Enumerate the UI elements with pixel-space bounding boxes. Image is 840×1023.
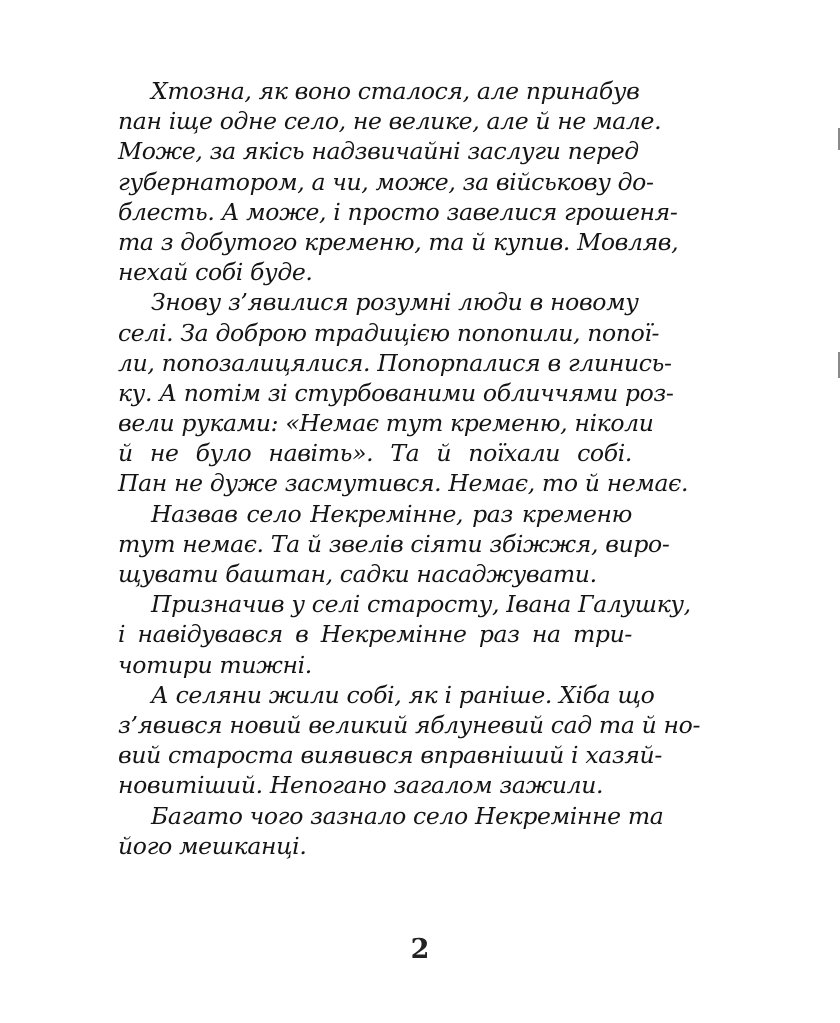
text-line: Назвав село Некремінне, раз кременю <box>151 499 632 528</box>
text-line: Призначив у селі старосту, Івана Галушку, <box>151 590 691 619</box>
text-line: тут немає. Та й звелів сіяти збіжжя, виро- <box>118 529 670 558</box>
text-line: з’явився новий великий яблуневий сад та й но- <box>118 710 701 739</box>
text-line: селі. За доброю традицією попопили, попої- <box>118 318 660 347</box>
story-text <box>118 76 701 861</box>
text-line: щувати баштан, садки насаджувати. <box>118 560 597 588</box>
text-line: вели руками: «Немає тут кременю, ніколи <box>118 409 654 438</box>
text-line: Хтозна, як воно сталося, але принабув <box>151 77 640 105</box>
text-line: та з добутого кременю, та й купив. Мовляв, <box>118 227 679 256</box>
text-line: вий староста виявився вправніший і хазяй- <box>118 741 662 770</box>
text-line: й не було навіть». Та й поїхали собі. <box>118 439 632 468</box>
text-line: чотири тижні. <box>118 650 312 679</box>
text-line: Знову з’явилися розумні люди в новому <box>151 288 639 317</box>
text-line: новитіший. Непогано загалом зажили. <box>118 771 604 800</box>
text-line: А селяни жили собі, як і раніше. Хіба що <box>151 680 655 709</box>
text-line: ли, попозалицялися. Попорпалися в глинись- <box>118 348 672 377</box>
page-number: 2 <box>410 934 430 965</box>
text-line: пан іще одне село, не велике, але й не мале. <box>118 107 662 136</box>
text-line: нехай собі буде. <box>118 258 313 287</box>
text-line: і навідувався в Некремінне раз на три- <box>118 620 632 649</box>
text-line: блесть. А може, і просто завелися грошеня- <box>118 197 678 226</box>
text-line: ку. А потім зі стурбованими обличчями роз- <box>118 378 674 407</box>
text-line: його мешканці. <box>118 831 307 860</box>
text-line: Може, за якісь надзвичайні заслуги перед <box>118 137 639 166</box>
text-line: Багато чого зазнало село Некремінне та <box>151 801 664 830</box>
text-line: губернатором, а чи, може, за військову до- <box>118 167 654 196</box>
text-line: Пан не дуже засмутився. Немає, то й немає. <box>118 469 689 498</box>
